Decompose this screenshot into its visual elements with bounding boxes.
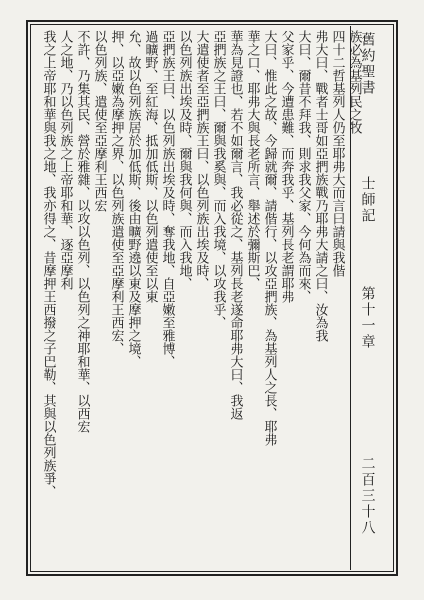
text-column: 亞捫族之王曰、爾與我奚與、而入我境、以攻我乎、 xyxy=(210,30,226,329)
text-column: 弗大曰、戰者士哥如亞捫族戰乃耶弗大請之曰、汝為我 xyxy=(312,30,328,342)
text-column: 四十二哲基列人仍至耶弗大而言曰請與我偕 xyxy=(329,30,345,277)
text-column: 人之地、乃以色列族之上帝耶和華、逐亞摩利 xyxy=(57,30,73,290)
text-column: 大曰、惟此之故、今歸就爾、請偕行、以攻亞捫族、為基列人之長、耶弗 xyxy=(261,30,277,446)
section-title: 士師記 xyxy=(359,176,376,224)
text-column: 大遣使者至亞捫族王曰、以色列族出埃及時、 xyxy=(193,30,209,290)
text-column: 族必為基列民之牧 xyxy=(346,30,362,134)
page-number: 二百三十八 xyxy=(359,456,376,536)
book-title: 舊約聖書 xyxy=(359,32,376,96)
text-column: 允、故以色列族居於加低斯、後由曠野遶以東及摩押之境、 xyxy=(125,30,141,368)
text-column: 父家乎、今遭患難、而奔我乎、基列長老謂耶弗 xyxy=(278,30,294,303)
text-column: 我之上帝耶和華與我之地、我亦得之、昔摩押王西撥之子巴勒、其與以色列族爭、 xyxy=(40,30,56,498)
text-column: 押、以亞嫩為摩押之界、以色列族遣使至亞摩利王西宏、 xyxy=(108,30,124,355)
text-column: 華為見證也、若不如爾言、我必從之、基列長老遂命耶弗大曰、我返 xyxy=(227,30,243,420)
text-column: 不許、乃集其民、營於雅雜、以攻以色列、以色列之神耶和華、以西宏 xyxy=(74,30,90,433)
text-column: 大曰、爾昔不拜我、則求我父家、今何為而來、 xyxy=(295,30,311,303)
text-column: 過曠野、至紅海、抵加低斯、以色列遣使至以東 xyxy=(142,30,158,303)
text-column: 亞捫族王曰、以色列族出埃及時、奪我地、自亞嫩至雅博、 xyxy=(159,30,175,368)
text-column: 華之口、耶弗大與長老所言、舉述於彌斯巴、 xyxy=(244,30,260,290)
chapter-title: 第十一章 xyxy=(359,286,376,350)
text-column: 以色列族出埃及時、爾與我何與、而入我地、 xyxy=(176,30,192,290)
text-column: 以色列族、遣使至亞摩利王西宏 xyxy=(91,30,107,212)
